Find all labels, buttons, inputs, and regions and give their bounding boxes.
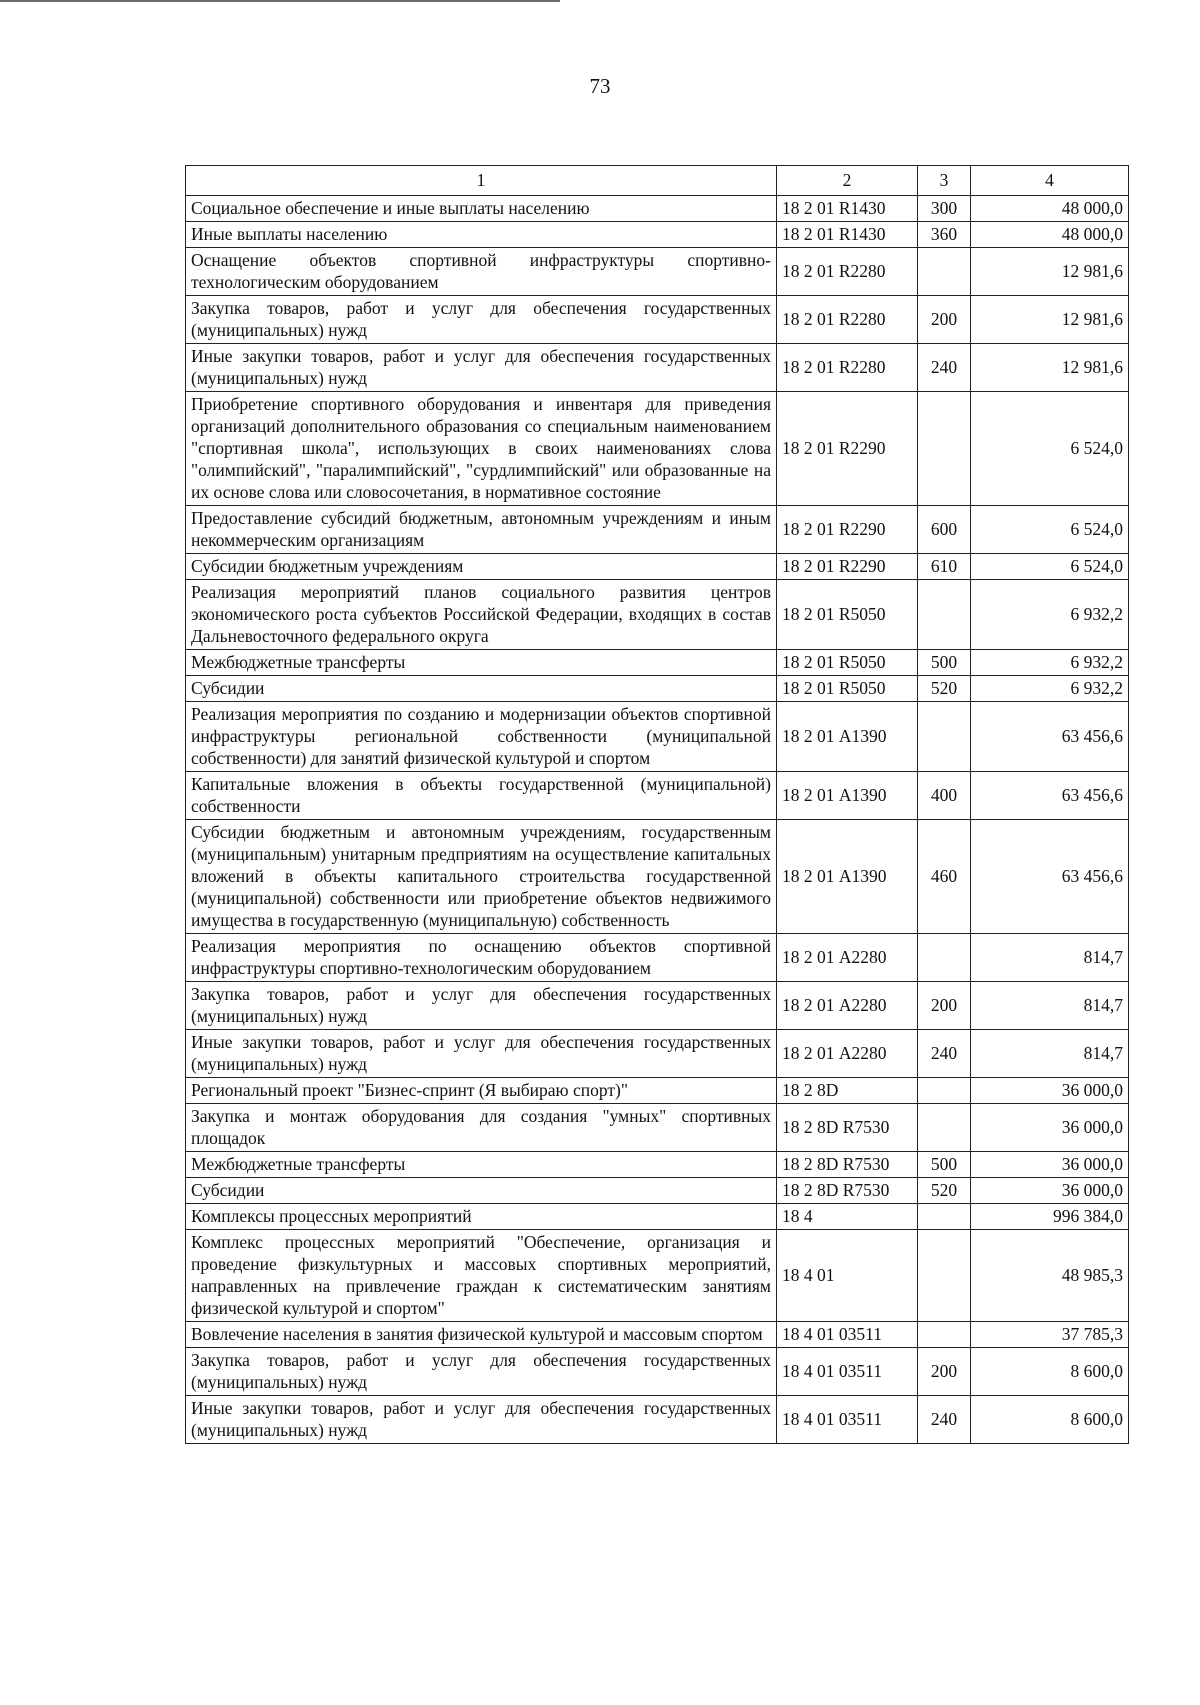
row-name-cell: Реализация мероприятия по созданию и модернизации объектов спортивной инфраструктуры региональной собственности (муниципальной собственности) для занятий физической культурой и спортом [186, 702, 777, 772]
row-name-cell: Субсидии бюджетным учреждениям [186, 554, 777, 580]
row-amount-cell: 6 524,0 [971, 392, 1129, 506]
row-amount-cell: 814,7 [971, 1030, 1129, 1078]
row-type-cell: 240 [918, 1396, 971, 1444]
row-type-cell: 300 [918, 196, 971, 222]
row-name-cell: Субсидии [186, 676, 777, 702]
row-type-cell [918, 248, 971, 296]
row-type-cell: 460 [918, 820, 971, 934]
row-name-cell: Приобретение спортивного оборудования и инвентаря для приведения организаций дополнительного образования со специальным наименованием "спортивная школа", использующих в своих наименованиях слова "олимпийский", "паралимпийский", "сурдлимпийский" или образованные на их основе слова или словосочетания, в нормативное состояние [186, 392, 777, 506]
table-row [186, 1078, 1129, 1104]
row-type-cell: 200 [918, 1348, 971, 1396]
row-type-cell [918, 1322, 971, 1348]
row-amount-cell: 8 600,0 [971, 1348, 1129, 1396]
row-code-cell: 18 2 01 R2280 [777, 344, 918, 392]
row-code-cell: 18 4 01 03511 [777, 1348, 918, 1396]
table-row [186, 1178, 1129, 1204]
column-header-amount: 4 [971, 166, 1129, 196]
row-code-cell: 18 2 01 R2280 [777, 248, 918, 296]
row-amount-cell: 6 524,0 [971, 506, 1129, 554]
row-code-cell: 18 2 8D R7530 [777, 1152, 918, 1178]
row-amount-cell: 814,7 [971, 982, 1129, 1030]
row-code-cell: 18 2 01 R1430 [777, 196, 918, 222]
budget-table [185, 165, 1129, 1444]
row-amount-cell: 996 384,0 [971, 1204, 1129, 1230]
row-type-cell: 240 [918, 344, 971, 392]
row-amount-cell: 6 932,2 [971, 676, 1129, 702]
row-type-cell [918, 1078, 971, 1104]
column-header-name: 1 [186, 166, 777, 196]
row-code-cell: 18 2 01 R2290 [777, 554, 918, 580]
row-name-cell: Предоставление субсидий бюджетным, автономным учреждениям и иным некоммерческим организациям [186, 506, 777, 554]
row-type-cell [918, 1230, 971, 1322]
table-header-row [186, 166, 1129, 196]
table-row [186, 934, 1129, 982]
row-name-cell: Межбюджетные трансферты [186, 650, 777, 676]
row-name-cell: Закупка товаров, работ и услуг для обеспечения государственных (муниципальных) нужд [186, 1348, 777, 1396]
row-code-cell: 18 2 8D R7530 [777, 1178, 918, 1204]
table-row [186, 676, 1129, 702]
table-row [186, 702, 1129, 772]
row-amount-cell: 48 000,0 [971, 196, 1129, 222]
row-amount-cell: 12 981,6 [971, 344, 1129, 392]
row-type-cell [918, 1204, 971, 1230]
row-amount-cell: 63 456,6 [971, 772, 1129, 820]
row-name-cell: Комплекс процессных мероприятий "Обеспечение, организация и проведение физкультурных и массовых спортивных мероприятий, направленных на привлечение граждан к систематическим занятиям физической культурой и спортом" [186, 1230, 777, 1322]
row-code-cell: 18 2 01 А1390 [777, 820, 918, 934]
table-row [186, 1348, 1129, 1396]
row-type-cell [918, 1104, 971, 1152]
table-row [186, 650, 1129, 676]
row-amount-cell: 36 000,0 [971, 1152, 1129, 1178]
row-name-cell: Иные закупки товаров, работ и услуг для обеспечения государственных (муниципальных) нужд [186, 344, 777, 392]
table-row [186, 1322, 1129, 1348]
table-row [186, 554, 1129, 580]
row-name-cell: Реализация мероприятия по оснащению объектов спортивной инфраструктуры спортивно-технологическим оборудованием [186, 934, 777, 982]
row-code-cell: 18 2 01 А2280 [777, 1030, 918, 1078]
row-code-cell: 18 2 01 R2290 [777, 392, 918, 506]
table-row [186, 1230, 1129, 1322]
row-name-cell: Закупка товаров, работ и услуг для обеспечения государственных (муниципальных) нужд [186, 296, 777, 344]
row-name-cell: Закупка и монтаж оборудования для создания "умных" спортивных площадок [186, 1104, 777, 1152]
row-type-cell: 520 [918, 676, 971, 702]
row-type-cell [918, 702, 971, 772]
row-amount-cell: 63 456,6 [971, 820, 1129, 934]
table-row [186, 772, 1129, 820]
row-code-cell: 18 2 01 R2280 [777, 296, 918, 344]
row-type-cell [918, 934, 971, 982]
row-name-cell: Иные выплаты населению [186, 222, 777, 248]
row-type-cell: 600 [918, 506, 971, 554]
row-type-cell [918, 580, 971, 650]
row-name-cell: Региональный проект "Бизнес-спринт (Я выбираю спорт)" [186, 1078, 777, 1104]
row-type-cell: 520 [918, 1178, 971, 1204]
table-row [186, 982, 1129, 1030]
row-code-cell: 18 2 01 А1390 [777, 702, 918, 772]
column-header-code: 2 [777, 166, 918, 196]
row-name-cell: Иные закупки товаров, работ и услуг для обеспечения государственных (муниципальных) нужд [186, 1396, 777, 1444]
row-type-cell: 200 [918, 296, 971, 344]
row-name-cell: Реализация мероприятий планов социального развития центров экономического роста субъектов Российской Федерации, входящих в состав Дальневосточного федерального округа [186, 580, 777, 650]
row-code-cell: 18 2 01 R1430 [777, 222, 918, 248]
table-row [186, 1396, 1129, 1444]
row-type-cell: 500 [918, 650, 971, 676]
table-row [186, 1030, 1129, 1078]
row-name-cell: Вовлечение населения в занятия физической культурой и массовым спортом [186, 1322, 777, 1348]
row-code-cell: 18 2 01 R2290 [777, 506, 918, 554]
table-row [186, 296, 1129, 344]
column-header-type: 3 [918, 166, 971, 196]
row-code-cell: 18 4 01 [777, 1230, 918, 1322]
row-name-cell: Комплексы процессных мероприятий [186, 1204, 777, 1230]
row-name-cell: Субсидии [186, 1178, 777, 1204]
row-type-cell: 200 [918, 982, 971, 1030]
row-code-cell: 18 4 01 03511 [777, 1396, 918, 1444]
row-code-cell: 18 2 01 А2280 [777, 982, 918, 1030]
row-name-cell: Иные закупки товаров, работ и услуг для обеспечения государственных (муниципальных) нужд [186, 1030, 777, 1078]
row-amount-cell: 6 932,2 [971, 650, 1129, 676]
row-name-cell: Оснащение объектов спортивной инфраструктуры спортивно-технологическим оборудованием [186, 248, 777, 296]
table-row [186, 248, 1129, 296]
row-name-cell: Капитальные вложения в объекты государственной (муниципальной) собственности [186, 772, 777, 820]
row-type-cell: 500 [918, 1152, 971, 1178]
row-amount-cell: 63 456,6 [971, 702, 1129, 772]
row-amount-cell: 814,7 [971, 934, 1129, 982]
row-code-cell: 18 2 01 R5050 [777, 650, 918, 676]
row-amount-cell: 48 985,3 [971, 1230, 1129, 1322]
table-row [186, 1152, 1129, 1178]
row-name-cell: Субсидии бюджетным и автономным учреждениям, государственным (муниципальным) унитарным предприятиям на осуществление капитальных вложений в объекты капитального строительства государственной (муниципальной) собственности или приобретение объектов недвижимого имущества в государственную (муниципальную) собственность [186, 820, 777, 934]
row-name-cell: Межбюджетные трансферты [186, 1152, 777, 1178]
table-row [186, 344, 1129, 392]
row-amount-cell: 36 000,0 [971, 1104, 1129, 1152]
page-number: 73 [589, 74, 611, 98]
row-code-cell: 18 4 [777, 1204, 918, 1230]
row-code-cell: 18 2 8D R7530 [777, 1104, 918, 1152]
row-amount-cell: 48 000,0 [971, 222, 1129, 248]
row-code-cell: 18 4 01 03511 [777, 1322, 918, 1348]
row-amount-cell: 37 785,3 [971, 1322, 1129, 1348]
row-type-cell: 240 [918, 1030, 971, 1078]
row-code-cell: 18 2 01 R5050 [777, 676, 918, 702]
row-name-cell: Социальное обеспечение и иные выплаты населению [186, 196, 777, 222]
row-type-cell: 610 [918, 554, 971, 580]
table-row [186, 580, 1129, 650]
row-type-cell: 360 [918, 222, 971, 248]
row-code-cell: 18 2 01 А1390 [777, 772, 918, 820]
row-type-cell [918, 392, 971, 506]
table-row [186, 196, 1129, 222]
table-row [186, 392, 1129, 506]
row-amount-cell: 6 932,2 [971, 580, 1129, 650]
row-amount-cell: 8 600,0 [971, 1396, 1129, 1444]
row-code-cell: 18 2 8D [777, 1078, 918, 1104]
row-amount-cell: 36 000,0 [971, 1078, 1129, 1104]
table-row [186, 1104, 1129, 1152]
row-amount-cell: 6 524,0 [971, 554, 1129, 580]
row-amount-cell: 12 981,6 [971, 296, 1129, 344]
row-amount-cell: 12 981,6 [971, 248, 1129, 296]
table-body [186, 196, 1129, 1444]
row-type-cell: 400 [918, 772, 971, 820]
row-code-cell: 18 2 01 R5050 [777, 580, 918, 650]
table-row [186, 1204, 1129, 1230]
row-amount-cell: 36 000,0 [971, 1178, 1129, 1204]
row-name-cell: Закупка товаров, работ и услуг для обеспечения государственных (муниципальных) нужд [186, 982, 777, 1030]
table-row [186, 222, 1129, 248]
table-row [186, 820, 1129, 934]
scan-top-rule [0, 0, 560, 2]
table-row [186, 506, 1129, 554]
row-code-cell: 18 2 01 А2280 [777, 934, 918, 982]
